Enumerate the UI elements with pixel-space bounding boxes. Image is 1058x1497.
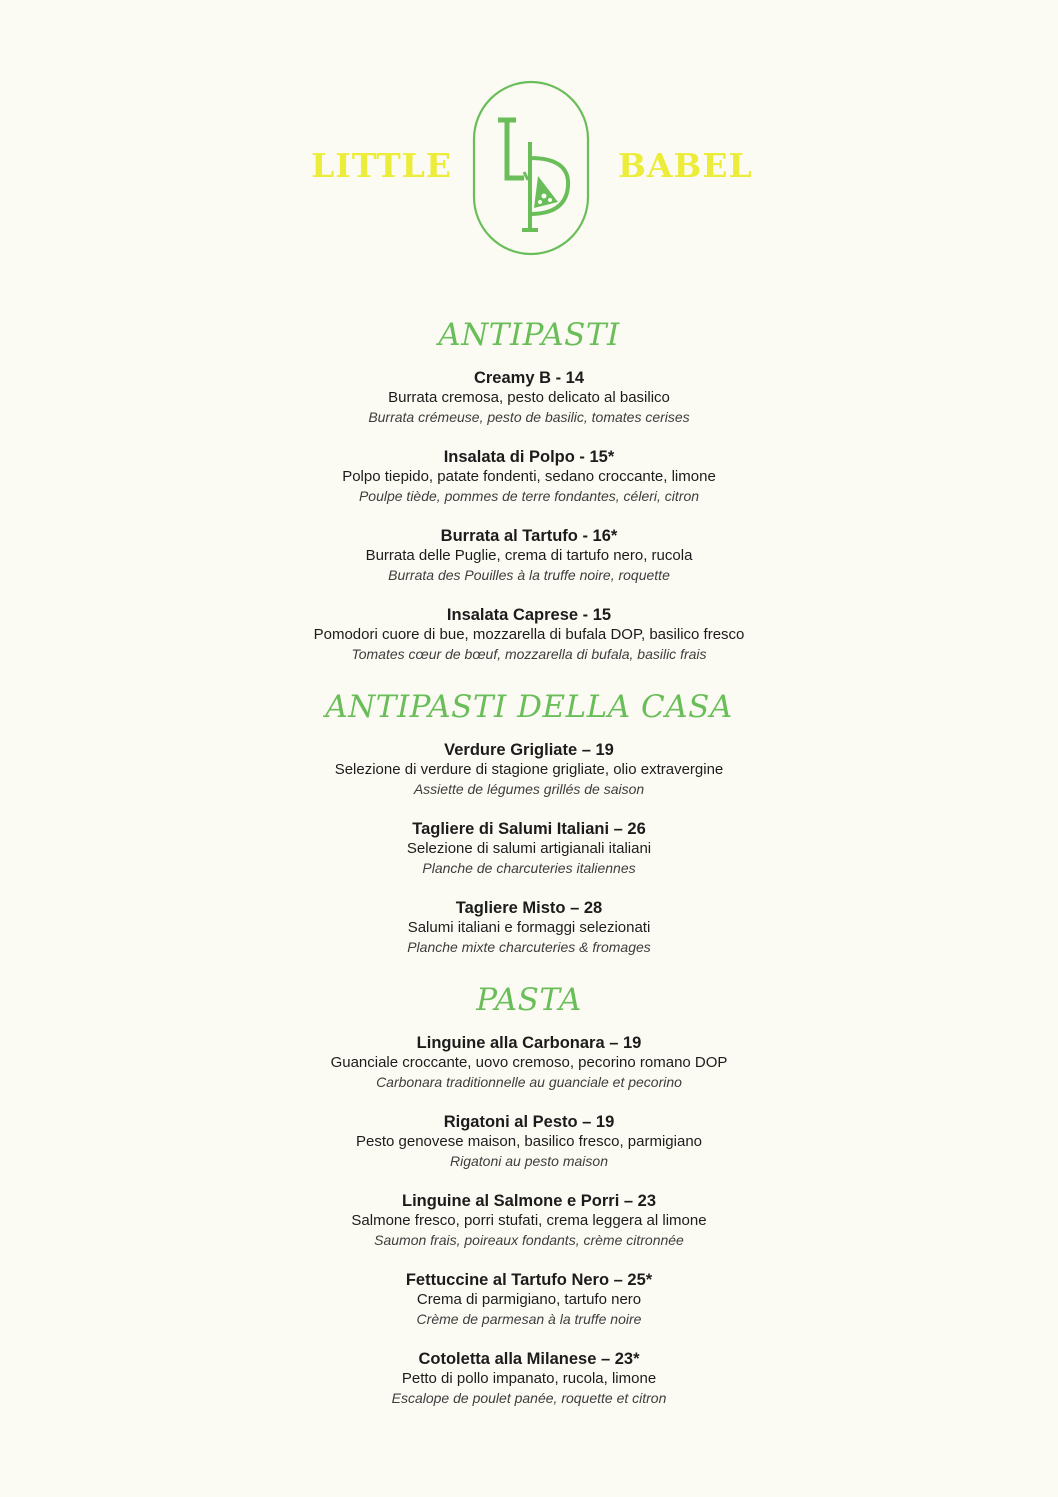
menu-item xyxy=(0,1033,1058,1092)
item-description-fr: Assiette de légumes grillés de saison xyxy=(413,781,645,797)
item-description-it: Burrata cremosa, pesto delicato al basilico xyxy=(388,389,670,406)
item-description-fr: Planche mixte charcuteries & fromages xyxy=(407,939,651,955)
monogram-lb-pizza-icon xyxy=(472,80,590,256)
item-description-it: Crema di parmigiano, tartufo nero xyxy=(416,1291,642,1308)
menu-item xyxy=(0,1349,1058,1408)
item-name: Tagliere di Salumi Italiani – 26 xyxy=(412,820,646,838)
menu-item xyxy=(0,447,1058,506)
item-description-fr: Planche de charcuteries italiennes xyxy=(422,860,636,876)
item-name: Cotoletta alla Milanese – 23* xyxy=(418,1350,640,1368)
section-title: PASTA xyxy=(476,982,582,1018)
section-antipasti xyxy=(0,312,1058,664)
item-description-it: Petto di pollo impanato, rucola, limone xyxy=(401,1370,657,1387)
item-name: Fettuccine al Tartufo Nero – 25* xyxy=(405,1271,653,1289)
menu-item xyxy=(0,1270,1058,1329)
item-description-fr: Burrata des Pouilles à la truffe noire, roquette xyxy=(388,567,670,583)
item-name: Insalata Caprese - 15 xyxy=(446,606,612,624)
item-description-it: Salmone fresco, porri stufati, crema leggera al limone xyxy=(351,1212,707,1229)
item-name: Verdure Grigliate – 19 xyxy=(444,741,614,759)
section-title: ANTIPASTI DELLA CASA xyxy=(325,689,733,725)
brand-word-left: LITTLE xyxy=(311,146,452,185)
item-name: Linguine alla Carbonara – 19 xyxy=(416,1034,642,1052)
item-description-fr: Rigatoni au pesto maison xyxy=(450,1153,608,1169)
menu-item xyxy=(0,740,1058,799)
item-name: Burrata al Tartufo - 16* xyxy=(440,527,618,545)
item-description-fr: Burrata crémeuse, pesto de basilic, tomates cerises xyxy=(368,409,690,425)
item-description-it: Salumi italiani e formaggi selezionati xyxy=(407,919,651,936)
item-name: Linguine al Salmone e Porri – 23 xyxy=(402,1192,656,1210)
item-description-fr: Saumon frais, poireaux fondants, crème citronnée xyxy=(374,1232,684,1248)
menu-item xyxy=(0,605,1058,664)
item-description-it: Guanciale croccante, uovo cremoso, pecorino romano DOP xyxy=(330,1054,728,1071)
section-title: ANTIPASTI xyxy=(438,317,620,353)
item-description-fr: Poulpe tiède, pommes de terre fondantes, céleri, citron xyxy=(358,488,700,504)
menu-header xyxy=(0,80,1058,256)
item-name: Insalata di Polpo - 15* xyxy=(443,448,615,466)
item-description-it: Pesto genovese maison, basilico fresco, parmigiano xyxy=(355,1133,703,1150)
item-description-fr: Escalope de poulet panée, roquette et citron xyxy=(391,1390,667,1406)
item-description-fr: Carbonara traditionnelle au guanciale et pecorino xyxy=(376,1074,682,1090)
menu-item xyxy=(0,819,1058,878)
item-description-it: Selezione di salumi artigianali italiani xyxy=(406,840,652,857)
item-name: Tagliere Misto – 28 xyxy=(455,899,603,917)
menu-item xyxy=(0,526,1058,585)
item-description-it: Pomodori cuore di bue, mozzarella di bufala DOP, basilico fresco xyxy=(313,626,745,643)
item-description-it: Selezione di verdure di stagione grigliate, olio extravergine xyxy=(334,761,724,778)
item-description-it: Burrata delle Puglie, crema di tartufo nero, rucola xyxy=(365,547,693,564)
menu-item xyxy=(0,1112,1058,1171)
menu-body xyxy=(0,312,1058,1428)
section-antipasti-della-casa xyxy=(0,684,1058,957)
item-description-it: Polpo tiepido, patate fondenti, sedano croccante, limone xyxy=(342,468,716,485)
menu-item xyxy=(0,1191,1058,1250)
item-description-fr: Tomates cœur de bœuf, mozzarella di bufala, basilic frais xyxy=(351,646,707,662)
item-description-fr: Crème de parmesan à la truffe noire xyxy=(416,1311,642,1327)
menu-item xyxy=(0,368,1058,427)
brand-word-right: BABEL xyxy=(618,146,753,185)
item-name: Creamy B - 14 xyxy=(473,369,585,387)
section-pasta xyxy=(0,977,1058,1408)
menu-item xyxy=(0,898,1058,957)
item-name: Rigatoni al Pesto – 19 xyxy=(443,1113,615,1131)
